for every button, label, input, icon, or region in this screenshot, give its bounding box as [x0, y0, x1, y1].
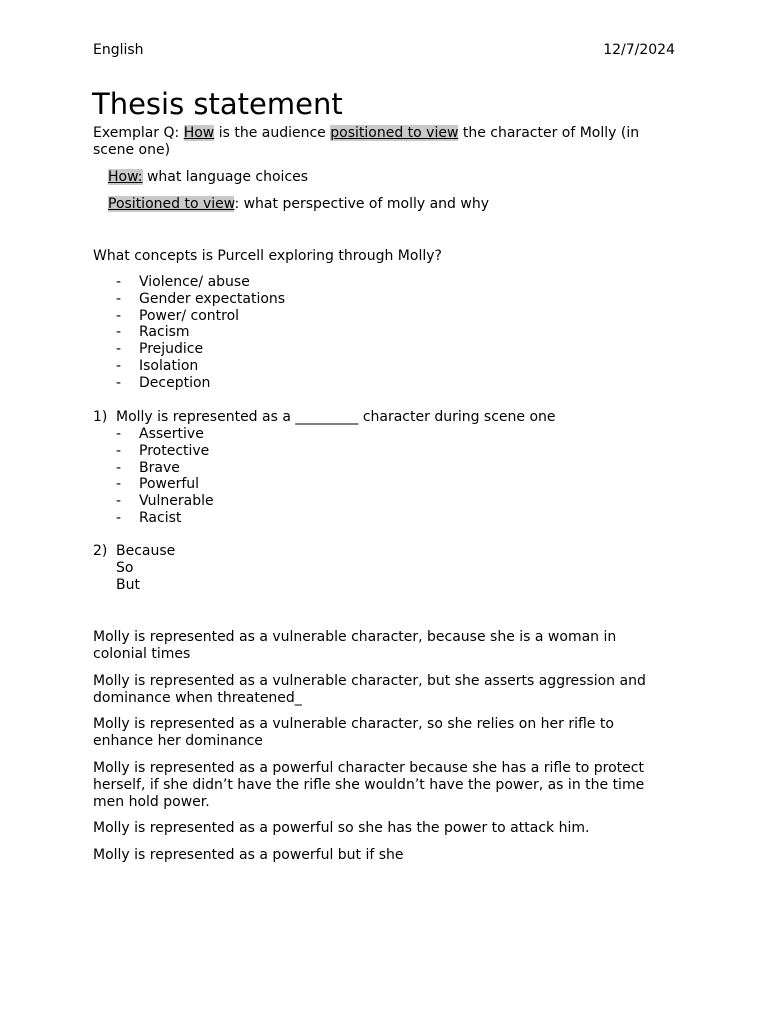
- thesis-statement: Molly is represented as a vulnerable character, but she asserts aggression and dominance when threatened_: [93, 673, 646, 706]
- page-title: Thesis statement: [92, 87, 343, 121]
- how-definition: [108, 169, 690, 186]
- list-item: - Racism: [116, 324, 285, 341]
- header-date: 12/7/2024: [603, 42, 675, 58]
- highlight-positioned: positioned to view: [330, 125, 459, 141]
- question-1: [93, 409, 556, 426]
- list-item: - Racist: [116, 510, 214, 527]
- question-2-line: So: [116, 560, 134, 576]
- question-2-line: But: [116, 577, 140, 593]
- question-2-number: 2): [93, 543, 108, 559]
- concepts-question: What concepts is Purcell exploring through Molly?: [93, 248, 442, 264]
- list-item: - Vulnerable: [116, 493, 214, 510]
- list-item: - Gender expectations: [116, 291, 285, 308]
- thesis-statement: Molly is represented as a powerful so she has the power to attack him.: [93, 820, 590, 836]
- concepts-list: [116, 274, 285, 392]
- how-rest: what language choices: [142, 169, 309, 185]
- list-item: - Protective: [116, 443, 214, 460]
- positioned-definition: [108, 196, 690, 213]
- list-item: - Violence/ abuse: [116, 274, 285, 291]
- thesis-statement: Molly is represented as a vulnerable character, because she is a woman in colonial times: [93, 629, 617, 662]
- highlight-how: How: [183, 125, 215, 141]
- list-item: - Powerful: [116, 476, 214, 493]
- exemplar-prefix: Exemplar Q:: [93, 125, 184, 141]
- question-1-number: 1): [93, 409, 108, 425]
- list-item: - Brave: [116, 460, 214, 477]
- list-item: - Prejudice: [116, 341, 285, 358]
- question-2-line: Because: [116, 543, 176, 559]
- thesis-statement: Molly is represented as a powerful but if she: [93, 847, 404, 863]
- thesis-statement: Molly is represented as a vulnerable character, so she relies on her rifle to enhance her dominance: [93, 716, 614, 749]
- exemplar-mid: is the audience: [214, 125, 331, 141]
- list-item: - Deception: [116, 375, 285, 392]
- positioned-rest: : what perspective of molly and why: [234, 196, 489, 212]
- exemplar-question: [93, 125, 675, 159]
- list-item: - Assertive: [116, 426, 214, 443]
- list-item: - Power/ control: [116, 308, 285, 325]
- question-1-text: Molly is represented as a _________ character during scene one: [116, 409, 556, 425]
- q1-options-list: [116, 426, 214, 527]
- how-term: How:: [108, 169, 143, 185]
- exemplar-suffix: the character of Molly (in scene one): [93, 125, 640, 158]
- thesis-statement: Molly is represented as a powerful character because she has a rifle to protect herself, if she didn’t have the rifle she wouldn’t have the power, as in the time men hold power.: [93, 760, 645, 810]
- question-2: [93, 543, 175, 560]
- header-subject: English: [93, 42, 144, 58]
- positioned-term: Positioned to view: [108, 196, 235, 212]
- list-item: - Isolation: [116, 358, 285, 375]
